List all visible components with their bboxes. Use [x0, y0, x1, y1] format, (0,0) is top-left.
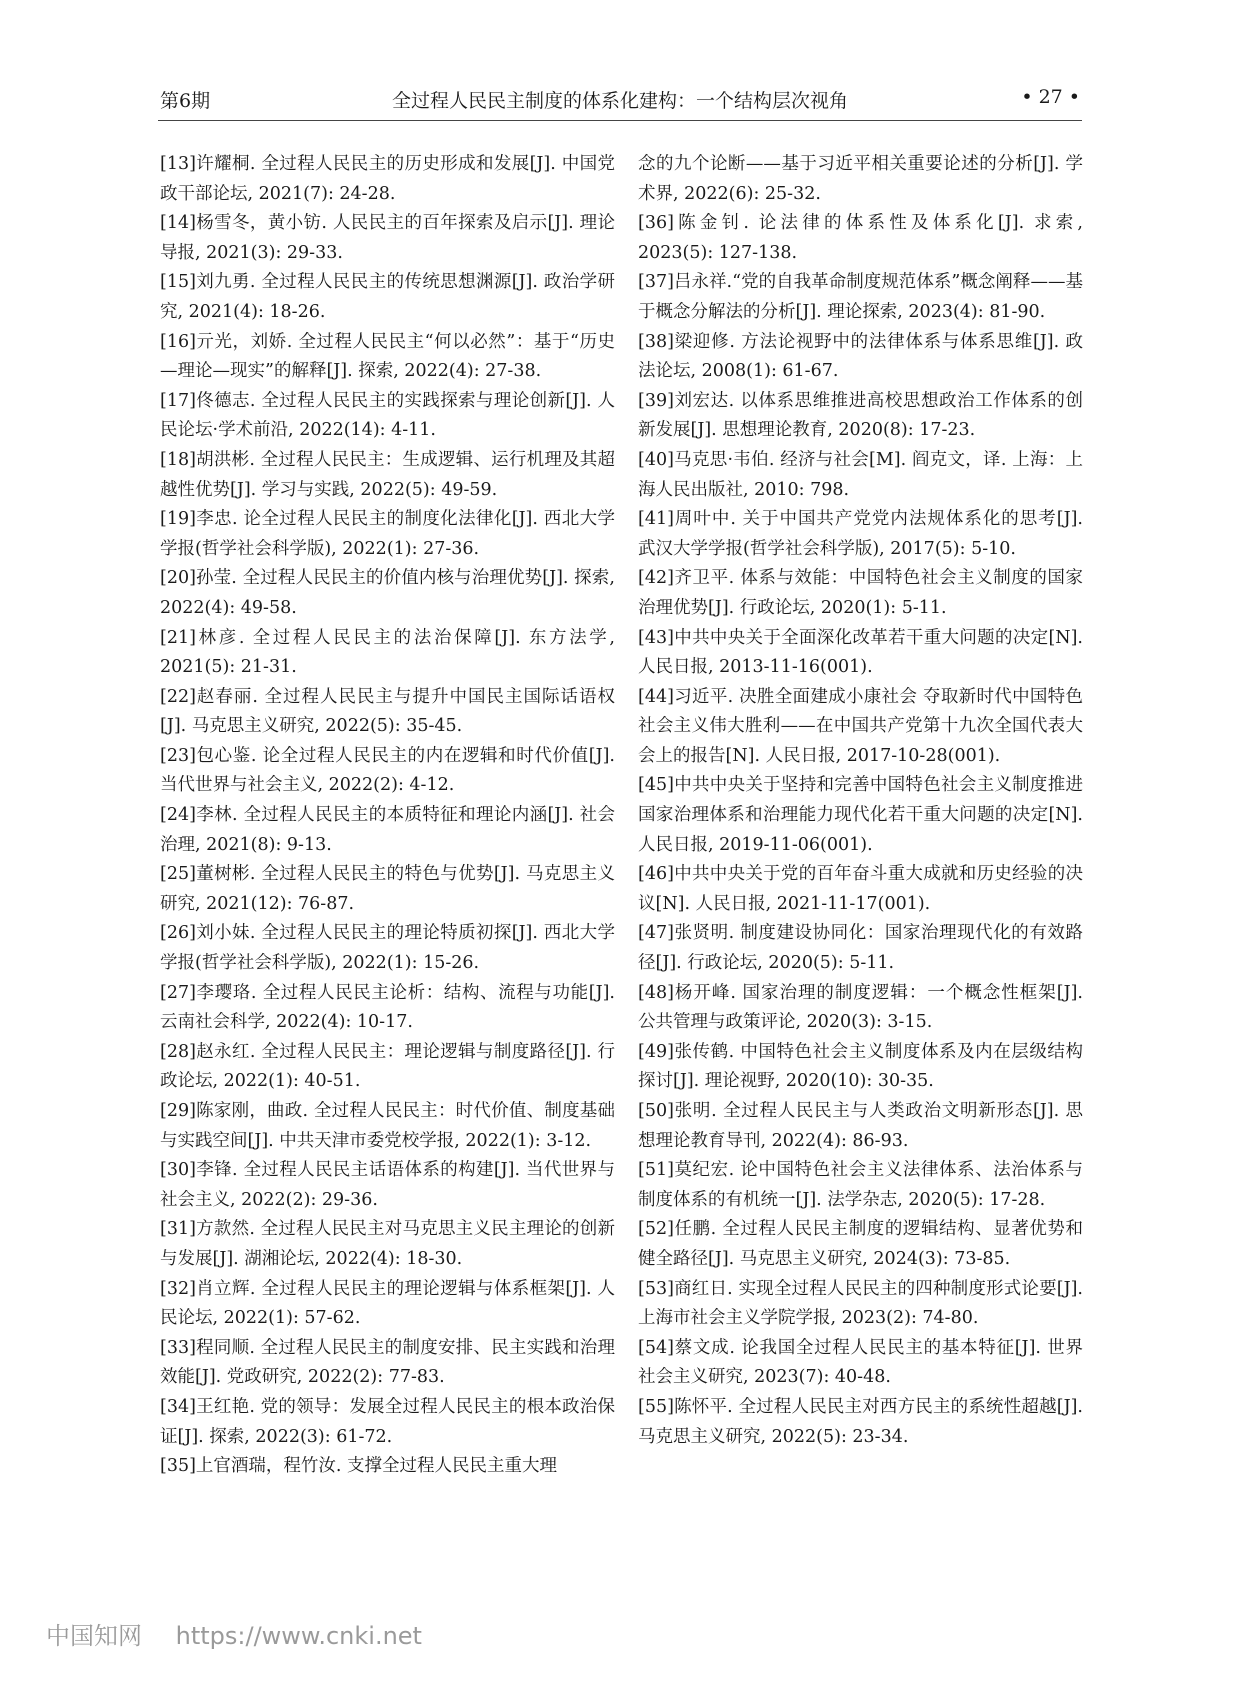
reference-entry: [36]陈金钊. 论法律的体系性及体系化[J]. 求索, 2023(5): 127-138. [638, 213, 1083, 263]
reference-entry: [40]马克思·韦伯. 经济与社会[M]. 阎克文，译. 上海：上海人民出版社, 2010: 798. [638, 449, 1083, 500]
reference-entry: [32]肖立辉. 全过程人民民主的理论逻辑与体系框架[J]. 人民论坛, 2022(1): 57-62. [160, 1278, 615, 1329]
reference-entry: [53]商红日. 实现全过程人民民主的四种制度形式论要[J]. 上海市社会主义学院学报, 2023(2): 74-80. [638, 1278, 1083, 1329]
reference-entry: [21]林彦. 全过程人民民主的法治保障[J]. 东方法学, 2021(5): 21-31. [160, 627, 615, 678]
reference-entry: [43]中共中央关于全面深化改革若干重大问题的决定[N]. 人民日报, 2013-11-16(001). [638, 627, 1083, 678]
reference-entry: [46]中共中央关于党的百年奋斗重大成就和历史经验的决议[N]. 人民日报, 2021-11-17(001). [638, 864, 1083, 914]
reference-entry: [39]刘宏达. 以体系思维推进高校思想政治工作体系的创新发展[J]. 思想理论教育, 2020(8): 17-23. [638, 390, 1083, 441]
reference-entry: [51]莫纪宏. 论中国特色社会主义法律体系、法治体系与制度体系的有机统一[J]. 法学杂志, 2020(5): 17-28. [638, 1160, 1083, 1210]
reference-entry: [45]中共中央关于坚持和完善中国特色社会主义制度推进国家治理体系和治理能力现代化若干重大问题的决定[N]. 人民日报, 2019-11-06(001). [638, 775, 1083, 855]
reference-entry: [27]李璎珞. 全过程人民民主论析：结构、流程与功能[J]. 云南社会科学, 2022(4): 10-17. [160, 982, 615, 1033]
reference-entry: [26]刘小妹. 全过程人民民主的理论特质初探[J]. 西北大学学报(哲学社会科学版), 2022(1): 15-26. [160, 923, 615, 974]
header-rule [158, 120, 1082, 121]
reference-entry: [16]亓光，刘娇. 全过程人民民主“何以必然”：基于“历史—理论—现实”的解释[J]. 探索, 2022(4): 27-38. [160, 331, 615, 382]
reference-entry: [30]李锋. 全过程人民民主话语体系的构建[J]. 当代世界与社会主义, 2022(2): 29-36. [160, 1160, 615, 1210]
reference-entry: [48]杨开峰. 国家治理的制度逻辑：一个概念性框架[J]. 公共管理与政策评论, 2020(3): 3-15. [638, 982, 1083, 1033]
cnki-watermark [46, 1616, 422, 1651]
reference-entry: [34]王红艳. 党的领导：发展全过程人民民主的根本政治保证[J]. 探索, 2022(3): 61-72. [160, 1396, 615, 1447]
reference-entry: [33]程同顺. 全过程人民民主的制度安排、民主实践和治理效能[J]. 党政研究, 2022(2): 77-83. [160, 1337, 615, 1388]
reference-entry: [38]梁迎修. 方法论视野中的法律体系与体系思维[J]. 政法论坛, 2008(1): 61-67. [638, 331, 1083, 382]
page-number: • 27 • [1021, 86, 1080, 108]
reference-continuation: 念的九个论断——基于习近平相关重要论述的分析[J]. 学术界, 2022(6): 25-32. [638, 154, 1083, 204]
issue-number: 第6期 [160, 90, 211, 112]
running-header [160, 86, 1080, 118]
reference-entry: [44]习近平. 决胜全面建成小康社会 夺取新时代中国特色社会主义伟大胜利——在中国共产党第十九次全国代表大会上的报告[N]. 人民日报, 2017-10-28(001). [638, 686, 1083, 766]
reference-entry: [52]任鹏. 全过程人民民主制度的逻辑结构、显著优势和健全路径[J]. 马克思主义研究, 2024(3): 73-85. [638, 1219, 1083, 1269]
reference-entry: [49]张传鹤. 中国特色社会主义制度体系及内在层级结构探讨[J]. 理论视野, 2020(10): 30-35. [638, 1041, 1083, 1092]
reference-entry: [24]李林. 全过程人民民主的本质特征和理论内涵[J]. 社会治理, 2021(8): 9-13. [160, 805, 615, 855]
reference-entry: [19]李忠. 论全过程人民民主的制度化法律化[J]. 西北大学学报(哲学社会科学版), 2022(1): 27-36. [160, 509, 615, 559]
reference-entry: [42]齐卫平. 体系与效能：中国特色社会主义制度的国家治理优势[J]. 行政论坛, 2020(1): 5-11. [638, 568, 1083, 618]
reference-entry: [22]赵春丽. 全过程人民民主与提升中国民主国际话语权[J]. 马克思主义研究, 2022(5): 35-45. [160, 686, 615, 737]
reference-entry: [41]周叶中. 关于中国共产党党内法规体系化的思考[J]. 武汉大学学报(哲学社会科学版), 2017(5): 5-10. [638, 509, 1083, 559]
running-title: 全过程人民民主制度的体系化建构：一个结构层次视角 [391, 90, 848, 112]
reference-entry: [18]胡洪彬. 全过程人民民主：生成逻辑、运行机理及其超越性优势[J]. 学习与实践, 2022(5): 49-59. [160, 449, 615, 500]
reference-entry: [29]陈家刚，曲政. 全过程人民民主：时代价值、制度基础与实践空间[J]. 中共天津市委党校学报, 2022(1): 3-12. [160, 1101, 615, 1151]
reference-entry: [20]孙莹. 全过程人民民主的价值内核与治理优势[J]. 探索, 2022(4): 49-58. [160, 568, 615, 618]
reference-entry: [15]刘九勇. 全过程人民民主的传统思想渊源[J]. 政治学研究, 2021(4): 18-26. [160, 272, 615, 322]
reference-entry: [55]陈怀平. 全过程人民民主对西方民主的系统性超越[J]. 马克思主义研究, 2022(5): 23-34. [638, 1396, 1083, 1447]
reference-entry: [23]包心鉴. 论全过程人民民主的内在逻辑和时代价值[J]. 当代世界与社会主义, 2022(2): 4-12. [160, 745, 615, 796]
reference-entry: [50]张明. 全过程人民民主与人类政治文明新形态[J]. 思想理论教育导刊, 2022(4): 86-93. [638, 1101, 1083, 1151]
reference-entry: [25]董树彬. 全过程人民民主的特色与优势[J]. 马克思主义研究, 2021(12): 76-87. [160, 864, 615, 914]
reference-entry: [54]蔡文成. 论我国全过程人民民主的基本特征[J]. 世界社会主义研究, 2023(7): 40-48. [638, 1337, 1083, 1388]
cnki-url: https://www.cnki.net [175, 1622, 422, 1650]
references-right-column [638, 150, 1083, 1452]
reference-entry: [14]杨雪冬，黄小钫. 人民民主的百年探索及启示[J]. 理论导报, 2021(3): 29-33. [160, 213, 615, 263]
reference-entry: [35]上官酒瑞，程竹汝. 支撑全过程人民民主重大理 [160, 1456, 558, 1477]
reference-entry: [13]许耀桐. 全过程人民民主的历史形成和发展[J]. 中国党政干部论坛, 2021(7): 24-28. [160, 154, 615, 204]
reference-entry: [31]方款然. 全过程人民民主对马克思主义民主理论的创新与发展[J]. 湖湘论坛, 2022(4): 18-30. [160, 1219, 615, 1269]
reference-entry: [37]吕永祥.“党的自我革命制度规范体系”概念阐释——基于概念分解法的分析[J]. 理论探索, 2023(4): 81-90. [638, 272, 1083, 322]
cnki-logo: 中国知网 [46, 1622, 142, 1650]
reference-entry: [17]佟德志. 全过程人民民主的实践探索与理论创新[J]. 人民论坛·学术前沿, 2022(14): 4-11. [160, 390, 615, 441]
references-left-column [160, 150, 615, 1482]
reference-entry: [28]赵永红. 全过程人民民主：理论逻辑与制度路径[J]. 行政论坛, 2022(1): 40-51. [160, 1041, 615, 1092]
reference-entry: [47]张贤明. 制度建设协同化：国家治理现代化的有效路径[J]. 行政论坛, 2020(5): 5-11. [638, 923, 1083, 974]
